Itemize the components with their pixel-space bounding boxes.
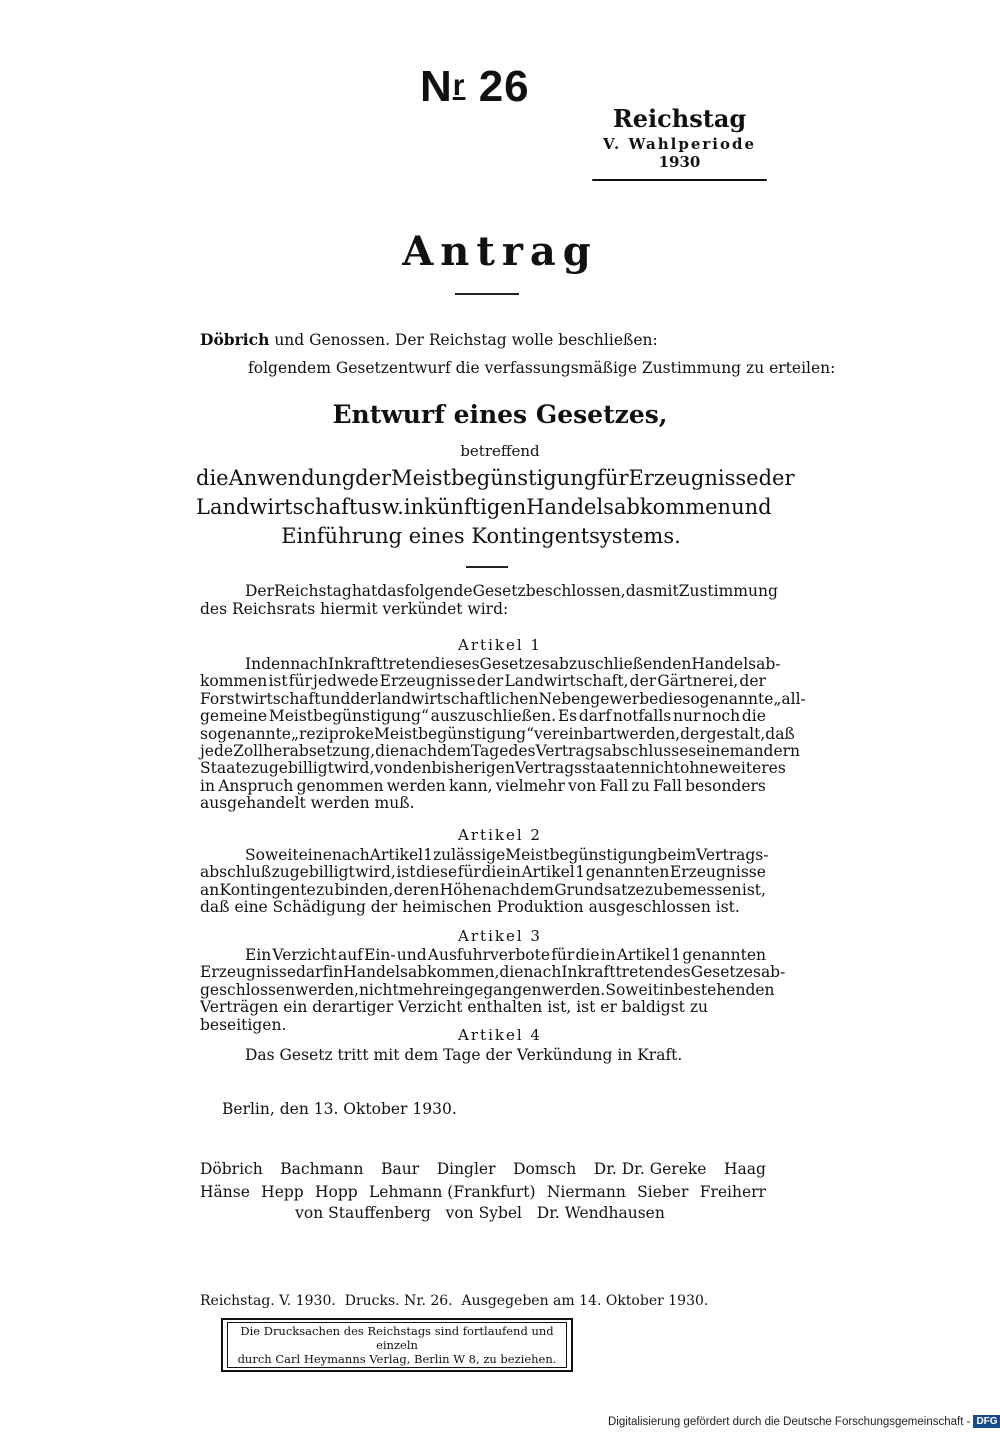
word: Meistbegünstigung <box>505 846 658 864</box>
word: Erzeugnisse <box>200 963 296 982</box>
article-line <box>200 673 766 690</box>
word: bemessen <box>663 880 742 899</box>
word: andern <box>744 742 801 761</box>
word: jede <box>200 742 234 761</box>
law-subject <box>196 464 795 551</box>
word: der <box>355 466 392 490</box>
place-date: Berlin, den 13. Oktober 1930. <box>222 1100 457 1118</box>
digitization-note <box>608 1415 1000 1428</box>
word: Handelsabkommen <box>526 495 732 519</box>
word: 1 <box>575 863 586 882</box>
preamble-line: des Reichsrats hiermit verkündet wird: <box>200 600 509 618</box>
word: zu <box>631 776 650 795</box>
word: nach <box>331 846 370 864</box>
word: ohne <box>679 759 719 778</box>
document-number <box>420 62 530 112</box>
word: beschlossen, <box>525 582 626 600</box>
word: Forstwirtschaft <box>200 689 321 708</box>
word: Handelsabkommen, <box>343 963 500 982</box>
word: usw. <box>357 495 404 519</box>
word: ab- <box>760 963 786 982</box>
word: Vertragsstaaten <box>514 759 641 778</box>
word: von <box>374 759 403 778</box>
word: zu <box>645 880 664 899</box>
word: binden, <box>334 880 394 899</box>
word: Erzeugnisse <box>379 672 476 691</box>
word: daß <box>765 724 795 743</box>
subject-line: Einführung eines Kontingentsystems. <box>281 524 681 548</box>
word: zulässige <box>432 846 506 864</box>
word: bisherigen <box>431 759 515 778</box>
article-line <box>200 655 781 673</box>
word: kommen <box>200 672 268 691</box>
signatory-name: Hopp <box>315 1183 358 1201</box>
word: „reziproke <box>290 724 374 743</box>
word: Inkrafttreten <box>328 655 431 673</box>
article-line <box>200 689 806 708</box>
word: für <box>288 672 312 691</box>
word: und <box>320 689 351 708</box>
word: Höhe <box>439 880 482 899</box>
word: und <box>731 495 772 519</box>
word: genannten <box>585 863 670 882</box>
word: landwirtschaftlichen <box>376 689 539 708</box>
word: bestehenden <box>673 980 775 999</box>
signatory-name: Lehmann (Frankfurt) <box>369 1183 536 1201</box>
word: die <box>375 742 400 761</box>
article-line <box>200 947 766 964</box>
word: Artikel <box>521 863 575 882</box>
doc-number-prefix: N <box>420 62 453 111</box>
article-body <box>200 655 806 813</box>
signatories-line-3: von Stauffenberg von Sybel Dr. Wendhausen <box>295 1204 665 1222</box>
reichstag-rule <box>592 179 767 181</box>
word: Landwirtschaft, <box>504 672 629 691</box>
word: zugebilligt <box>250 759 334 778</box>
word: jedwede <box>313 672 379 691</box>
article-line <box>200 724 795 743</box>
reichstag-title: Reichstag <box>612 104 747 133</box>
word: Gärtnerei, <box>657 672 739 691</box>
article-heading: Artikel 2 <box>458 826 542 844</box>
signatory-name: Baur <box>381 1160 420 1178</box>
article-body <box>200 1047 766 1064</box>
word: Ein <box>245 946 272 964</box>
word: Soweit <box>245 846 299 864</box>
signatory-name: Sieber <box>637 1183 689 1201</box>
article-line <box>200 759 786 778</box>
word: für <box>457 863 481 882</box>
word: geschlossen <box>200 980 296 999</box>
word: Artikel <box>369 846 424 864</box>
word: für <box>551 946 575 964</box>
word: abschluß <box>200 863 272 882</box>
article-line: daß eine Schädigung der heimischen Produktion ausgeschlossen ist. <box>200 898 740 917</box>
notice-line: Die Drucksachen des Reichstags sind fortlaufend und einzeln <box>240 1324 554 1352</box>
word: deren <box>393 880 440 899</box>
signatories-line-2 <box>200 1183 766 1201</box>
word: vielmehr <box>495 776 565 795</box>
word: werden. <box>541 980 606 999</box>
reichstag-year: 1930 <box>658 153 701 171</box>
divider <box>455 293 519 295</box>
word: Soweit <box>605 980 659 999</box>
word: in <box>403 495 425 519</box>
print-footer: Reichstag. V. 1930. Drucks. Nr. 26. Ausgegeben am 14. Oktober 1930. <box>200 1293 709 1309</box>
word: der <box>739 672 766 691</box>
article-line: Das Gesetz tritt mit dem Tage der Verkündung in Kraft. <box>245 1046 683 1064</box>
word: darf <box>296 963 329 982</box>
word: Fall <box>652 776 682 795</box>
reichstag-period: V. Wahlperiode <box>603 135 756 153</box>
subject-line <box>196 493 772 522</box>
dfg-logo: DFG <box>973 1415 1000 1428</box>
word: zugebilligt <box>271 863 355 882</box>
word: mit <box>652 582 679 600</box>
word: die <box>741 707 766 726</box>
article-line <box>200 778 766 795</box>
signatory-name: Dr. Dr. Gereke <box>593 1160 707 1178</box>
word: einem <box>696 742 745 761</box>
word: nach <box>399 742 438 761</box>
signatory-name: Freiherr <box>699 1183 766 1201</box>
signatory-name: Hänse <box>200 1183 250 1201</box>
word: Zustimmung <box>678 582 778 600</box>
word: Es <box>557 707 578 726</box>
word: genannten <box>682 946 766 964</box>
word: das <box>625 582 653 600</box>
word: die <box>196 466 229 490</box>
betreffend-label: betreffend <box>460 442 540 460</box>
word: hat <box>351 582 378 600</box>
word: nach <box>290 655 329 673</box>
word: werden, <box>616 724 681 743</box>
word: besonders <box>685 776 766 795</box>
signatory-name: Haag <box>724 1160 766 1178</box>
word: die <box>575 946 600 964</box>
word: der <box>350 689 377 708</box>
word: Verzicht <box>272 946 337 964</box>
publisher-notice <box>221 1318 573 1372</box>
word: folgende <box>404 582 473 600</box>
word: werden, <box>295 980 359 999</box>
word: Meistbegünstigung <box>391 466 598 490</box>
preamble-line <box>200 582 778 600</box>
word: für <box>597 466 629 490</box>
word: „all- <box>773 689 806 708</box>
signatory-name: Domsch <box>513 1160 577 1178</box>
word: in <box>200 776 215 795</box>
intro-rest: und Genossen. Der Reichstag wolle beschließen: <box>269 331 658 349</box>
word: Gesetzes <box>690 963 761 982</box>
page-title: Antrag <box>402 228 598 275</box>
word: Landwirtschaft <box>196 495 358 519</box>
article-line <box>200 742 801 761</box>
signatory-name: Hepp <box>261 1183 304 1201</box>
word: wird, <box>355 863 396 882</box>
word: nur <box>673 707 701 726</box>
article-line <box>200 980 775 999</box>
word: darf <box>578 707 612 726</box>
word: dem <box>520 880 554 899</box>
word: das <box>377 582 405 600</box>
doc-number-value: 26 <box>478 62 530 111</box>
word: der <box>629 672 657 691</box>
word: Anspruch <box>218 776 294 795</box>
word: Handelsab- <box>691 655 781 673</box>
word: beim <box>657 846 697 864</box>
word: Ausfuhrverbote <box>427 946 551 964</box>
word: eine <box>298 846 332 864</box>
article-line <box>200 882 766 899</box>
word: nicht <box>640 759 680 778</box>
word: ist, <box>741 880 766 899</box>
article-line <box>200 708 766 725</box>
word: Grundsatze <box>554 880 645 899</box>
word: in <box>328 963 344 982</box>
word: Artikel <box>616 946 671 964</box>
word: diese <box>415 863 458 882</box>
word: abzuschließenden <box>549 655 692 673</box>
doc-number-sup: r <box>452 69 466 102</box>
word: Vertragsabschlusses <box>535 742 697 761</box>
word: Ein- <box>364 946 396 964</box>
word: den <box>402 759 432 778</box>
preamble <box>200 582 778 618</box>
word: ist <box>396 863 416 882</box>
intro-line-1 <box>200 330 658 349</box>
word: an <box>200 880 220 899</box>
word: nach <box>481 880 520 899</box>
word: Nebengewerbe <box>538 689 659 708</box>
word: dem <box>437 742 471 761</box>
word: des <box>663 963 691 982</box>
word: Fall <box>599 776 629 795</box>
word: eingegangen <box>440 980 542 999</box>
word: sogenannte <box>200 724 291 743</box>
word: die <box>658 689 683 708</box>
word: 1 <box>671 946 682 964</box>
word: auf <box>337 946 363 964</box>
word: 1 <box>423 846 433 864</box>
signatory-name: Bachmann <box>280 1160 364 1178</box>
article-line <box>200 864 766 881</box>
word: Kontingente <box>219 880 316 899</box>
signatory-name: Dingler <box>436 1160 496 1178</box>
word: kann, <box>448 776 493 795</box>
word: Zollherabsetzung, <box>233 742 376 761</box>
word: der <box>476 672 504 691</box>
word: in <box>600 946 616 964</box>
word: noch <box>702 707 741 726</box>
article-line <box>200 846 769 864</box>
article-body <box>200 946 786 1034</box>
word: Vertrags- <box>696 846 769 864</box>
word: Der <box>245 582 275 600</box>
draft-title: Entwurf eines Gesetzes, <box>332 400 668 429</box>
word: ist <box>268 672 288 691</box>
word: nicht <box>358 980 399 999</box>
article-line <box>200 963 786 982</box>
signatory-name: Döbrich <box>200 1160 263 1178</box>
article-heading: Artikel 1 <box>458 636 542 654</box>
word: Gesetzes <box>479 655 550 673</box>
article-heading: Artikel 3 <box>458 927 542 945</box>
word: gemeine <box>200 707 268 726</box>
intro-name: Döbrich <box>200 330 270 349</box>
word: dergestalt, <box>680 724 766 743</box>
word: Meistbegünstigung“ <box>268 707 429 726</box>
word: vereinbart <box>534 724 617 743</box>
word: Tage <box>470 742 509 761</box>
word: Anwendung <box>228 466 356 490</box>
digitization-text: Digitalisierung gefördert durch die Deutsche Forschungsgemeinschaft - <box>608 1416 971 1428</box>
word: auszuschließen. <box>430 707 557 726</box>
article-body <box>200 846 769 917</box>
word: künftigen <box>424 495 527 519</box>
word: in <box>658 980 674 999</box>
word: In <box>245 655 262 673</box>
signatory-name: Niermann <box>546 1183 626 1201</box>
word: werden <box>386 776 446 795</box>
intro-line-2: folgendem Gesetzentwurf die verfassungsmäßige Zustimmung zu erteilen: <box>248 359 836 377</box>
word: Inkrafttreten <box>561 963 664 982</box>
word: die <box>481 863 506 882</box>
notice-line: durch Carl Heymanns Verlag, Berlin W 8, zu beziehen. <box>237 1352 557 1366</box>
word: sogenannte <box>682 689 774 708</box>
word: den <box>261 655 291 673</box>
word: in <box>505 863 521 882</box>
word: zu <box>316 880 335 899</box>
word: nach <box>523 963 562 982</box>
divider <box>466 566 508 568</box>
word: Staate <box>200 759 251 778</box>
word: Reichstag <box>274 582 352 600</box>
word: Erzeugnisse <box>628 466 759 490</box>
word: Meistbegünstigung“ <box>373 724 534 743</box>
word: weiteres <box>718 759 786 778</box>
article-line: Verträgen ein derartiger Verzicht enthalten ist, ist er baldigst zu beseitigen. <box>200 998 708 1034</box>
article-line: ausgehandelt werden muß. <box>200 794 415 813</box>
word: Erzeugnisse <box>669 863 766 882</box>
word: dieses <box>430 655 480 673</box>
word: von <box>568 776 597 795</box>
word: mehr <box>398 980 441 999</box>
word: Gesetz <box>472 582 526 600</box>
signatories-line-1 <box>200 1160 766 1178</box>
article-heading: Artikel 4 <box>458 1026 542 1044</box>
word: die <box>499 963 524 982</box>
word: des <box>508 742 536 761</box>
word: notfalls <box>612 707 672 726</box>
word: genommen <box>296 776 384 795</box>
subject-line <box>196 464 795 493</box>
reichstag-header <box>592 104 767 181</box>
word: wird, <box>333 759 375 778</box>
word: der <box>758 466 795 490</box>
word: und <box>396 946 427 964</box>
